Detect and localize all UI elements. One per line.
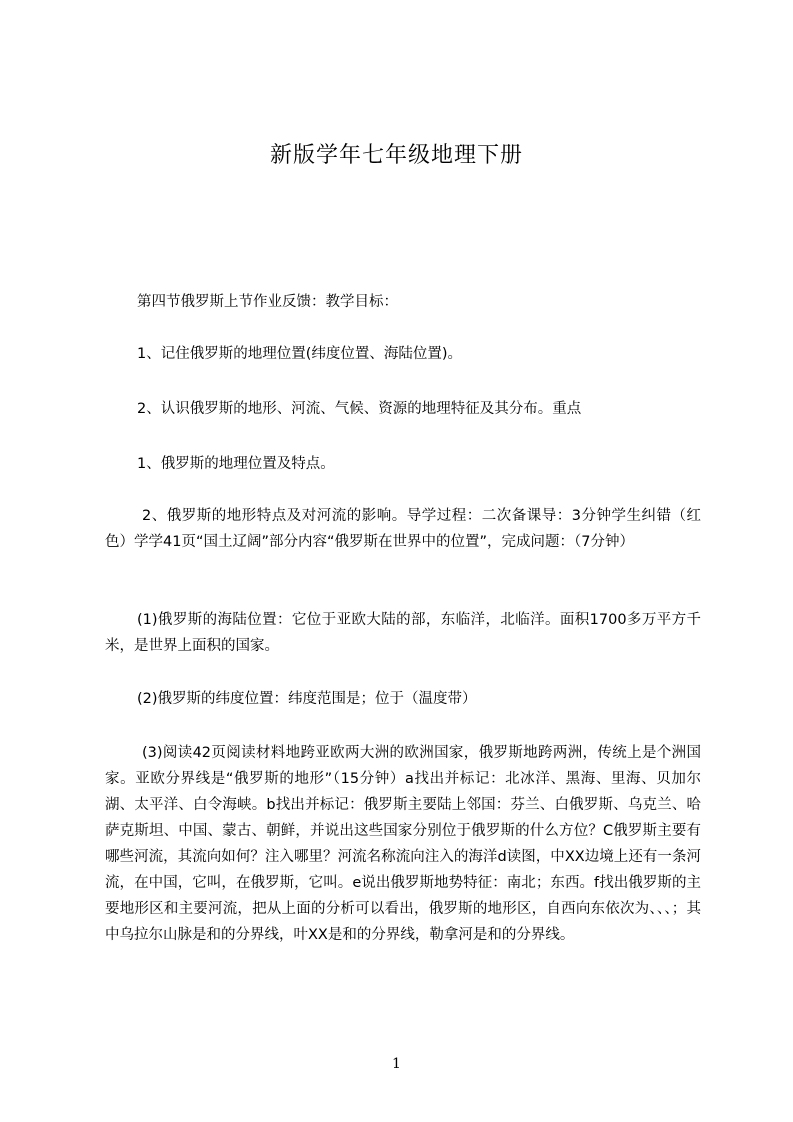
paragraph-question-3: (3)阅读42页阅读材料地跨亚欧两大洲的欧洲国家，俄罗斯地跨两洲，传统上是个洲国家。亚欧分界线是“俄罗斯的地形”（15分钟）a找出并标记：北冰洋、黑海、里海、贝加尔湖、太平洋、白令海峡。b找出并标记：俄罗斯主要陆上邻国：芬兰、白俄罗斯、乌克兰、哈萨克斯坦、中国、蒙古、朝鲜，并说出这些国家分别位于俄罗斯的什么方位？C俄罗斯主要有哪些河流，其流向如何？注入哪里？河流名称流向注入的海洋d读图，中XX边境上还有一条河流，在中国，它叫，在俄罗斯，它叫。e说出俄罗斯地势特征：南北；东西。f找出俄罗斯的主要地形区和主要河流，把从上面的分析可以看出，俄罗斯的地形区，自西向东依次为、、、；其中乌拉尔山脉是和的分界线，叶XX是和的分界线，勒拿河是和的分界线。 bbox=[105, 745, 701, 943]
page-number: 1 bbox=[392, 1056, 401, 1072]
paragraph-question-1: (1)俄罗斯的海陆位置：它位于亚欧大陆的部，东临洋，北临洋。面积1700多万平方千米，是世界上面积的国家。 bbox=[105, 612, 701, 654]
paragraph-key-point-2: 2、俄罗斯的地形特点及对河流的影响。导学过程：二次备课导：3分钟学生纠错（红色）学学41页“国土辽阔”部分内容“俄罗斯在世界中的位置”，完成问题：（7分钟） bbox=[105, 508, 701, 550]
paragraph-key-point-1: 1、俄罗斯的地理位置及特点。 bbox=[137, 456, 335, 472]
document-title: 新版学年七年级地理下册 bbox=[269, 143, 523, 168]
paragraph-objective-2: 2、认识俄罗斯的地形、河流、气候、资源的地理特征及其分布。重点 bbox=[137, 401, 582, 417]
paragraph-section-heading: 第四节俄罗斯上节作业反馈：教学目标： bbox=[137, 294, 398, 310]
paragraph-question-2: (2)俄罗斯的纬度位置：纬度范围是；位于（温度带） bbox=[137, 691, 477, 707]
paragraph-objective-1: 1、记住俄罗斯的地理位置(纬度位置、海陆位置)。 bbox=[137, 346, 463, 362]
